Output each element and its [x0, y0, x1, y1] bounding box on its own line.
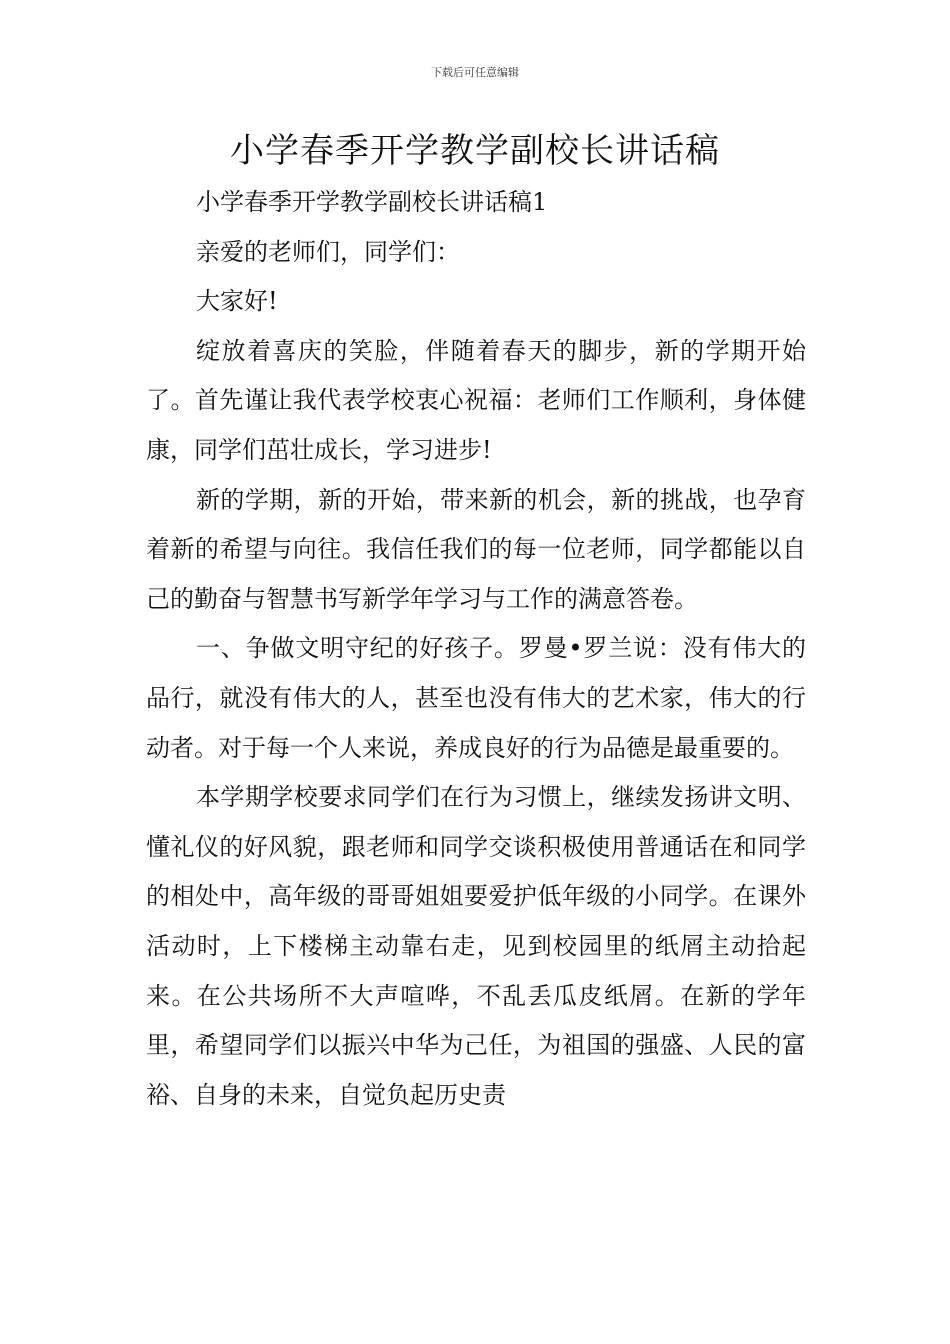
paragraph-new-semester: 新的学期，新的开始，带来新的机会，新的挑战，也孕育着新的希望与向往。我信任我们的每一位老师，同学都能以自己的勤奋与智慧书写新学年学习与工作的满意答卷。: [146, 485, 806, 613]
document-title: 小学春季开学教学副校长讲话稿: [230, 131, 720, 171]
paragraph-opening: 绽放着喜庆的笑脸，伴随着春天的脚步，新的学期开始了。首先谨让我代表学校衷心祝福：老师们工作顺利，身体健康，同学们茁壮成长，学习进步!: [146, 336, 806, 464]
header-note: 下载后可任意编辑: [431, 66, 519, 79]
paragraph-salutation: 亲爱的老师们，同学们：: [196, 237, 460, 266]
document-body: [146, 178, 806, 1120]
paragraph-greeting: 大家好!: [196, 287, 278, 316]
paragraph-requirements: 本学期学校要求同学们在行为习惯上，继续发扬讲文明、懂礼仪的好风貌，跟老师和同学交谈积极使用普通话在和同学的相处中，高年级的哥哥姐姐要爱护低年级的小同学。在课外活动时，上下楼梯主动靠右走，见到校园里的纸屑主动拾起来。在公共场所不大声喧哗，不乱丢瓜皮纸屑。在新的学年里，希望同学们以振兴中华为己任，为祖国的强盛、人民的富裕、自身的未来，自觉负起历史责: [146, 783, 806, 1109]
paragraph-subtitle: 小学春季开学教学副校长讲话稿1: [196, 188, 548, 216]
paragraph-point-one: 一、争做文明守纪的好孩子。罗曼•罗兰说：没有伟大的品行，就没有伟大的人，甚至也没有伟大的艺术家，伟大的行动者。对于每一个人来说，养成良好的行为品德是最重要的。: [146, 634, 806, 762]
